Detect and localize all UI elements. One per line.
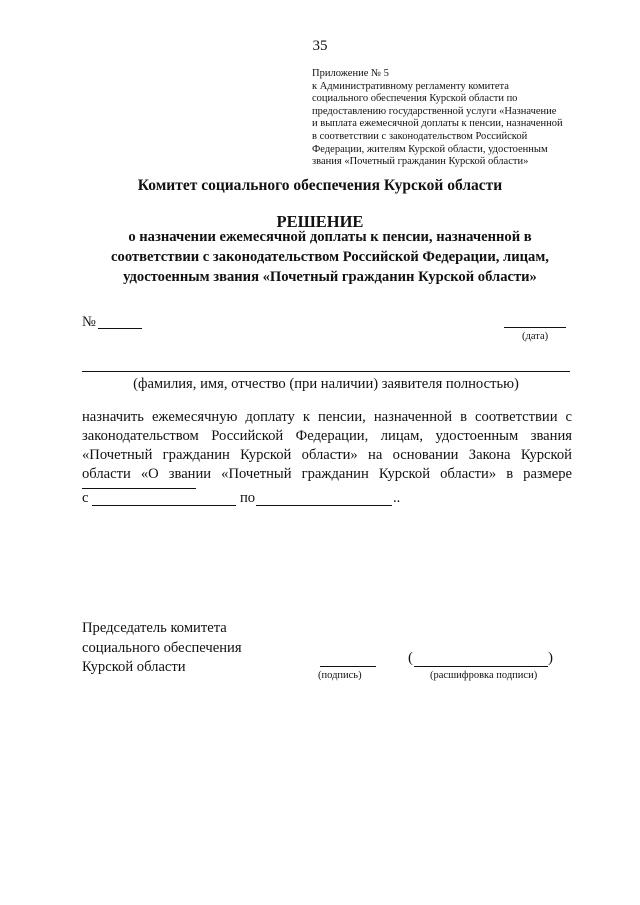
appendix-line: Федерации, жителям Курской области, удостоенным: [312, 143, 548, 155]
decode-close-paren: ): [548, 650, 553, 666]
decode-open-paren: (: [408, 650, 413, 666]
decision-subtitle-line: соответствии с законодательством Российской Федерации, лицам,: [111, 249, 549, 265]
decision-subtitle-line: удостоенным звания «Почетный гражданин Курской области»: [123, 269, 537, 285]
period-from-field-line: [92, 505, 236, 506]
committee-name: Комитет социального обеспечения Курской области: [137, 177, 503, 194]
appendix-line: в соответствии с законодательством Российской: [312, 130, 528, 142]
body-line: назначить ежемесячную доплату к пенсии, назначенной в соответствии с: [82, 409, 572, 425]
period-to-field-line: [256, 505, 392, 506]
appendix-line: социального обеспечения Курской области по: [312, 93, 518, 105]
appendix-line: предоставлению государственной услуги «Назначение: [312, 105, 557, 117]
appendix-line: к Административному регламенту комитета: [312, 80, 509, 92]
chair-line: социального обеспечения: [82, 639, 242, 656]
period-from-label: с: [82, 490, 89, 506]
fio-field-line: [82, 371, 570, 372]
fio-label: (фамилия, имя, отчество (при наличии) заявителя полностью): [133, 376, 519, 392]
date-field-line: [504, 327, 566, 328]
chair-title: [82, 619, 242, 678]
number-field-line: [98, 328, 142, 329]
decision-subtitle: [60, 227, 600, 287]
signature-field-line: [320, 666, 376, 667]
amount-field-line: [82, 488, 196, 489]
appendix-line: звания «Почетный гражданин Курской области»: [312, 156, 529, 168]
chair-line: Курской области: [82, 659, 186, 675]
decode-label: (расшифровка подписи): [430, 670, 538, 681]
page-number: 35: [312, 38, 328, 54]
body-line: законодательством Российской Федерации, лицам, удостоенным звания: [82, 428, 572, 444]
signature-label: (подпись): [318, 670, 362, 681]
decision-body: [82, 408, 572, 484]
number-label: №: [82, 314, 96, 330]
body-line: области «О звании «Почетный гражданин Курской области» в размере: [82, 466, 572, 482]
decision-subtitle-line: о назначении ежемесячной доплаты к пенсии, назначенной в: [128, 229, 532, 245]
appendix-note: [312, 68, 574, 169]
period-to-label: по: [240, 490, 256, 506]
chair-line: Председатель комитета: [82, 620, 227, 636]
decision-title: РЕШЕНИЕ: [276, 212, 364, 231]
period-end-dots: ..: [393, 490, 401, 506]
body-line: «Почетный гражданин Курской области» на основании Закона Курской: [82, 447, 572, 463]
decode-field-line: [414, 666, 548, 667]
date-label: (дата): [522, 331, 549, 342]
appendix-line: и выплата ежемесячной доплаты к пенсии, назначенной: [312, 118, 563, 130]
appendix-line: Приложение № 5: [312, 68, 389, 79]
